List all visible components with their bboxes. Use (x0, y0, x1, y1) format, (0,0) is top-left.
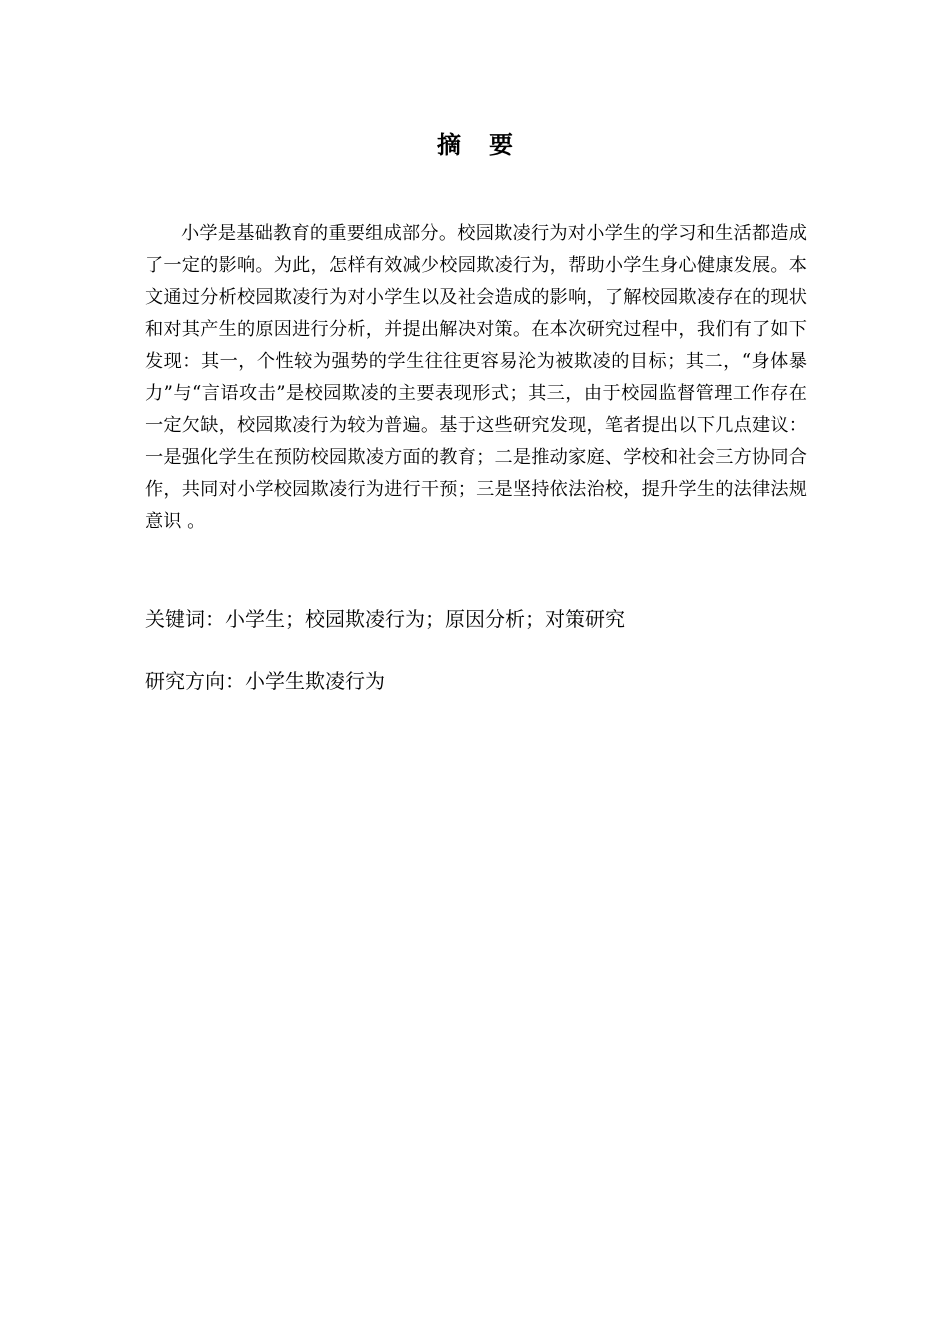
keywords-line: 关键词：小学生；校园欺凌行为；原因分析；对策研究 (145, 607, 625, 631)
research-direction-line: 研究方向：小学生欺凌行为 (145, 669, 385, 693)
abstract-title: 摘要 (437, 131, 541, 159)
abstract-body: 小学是基础教育的重要组成部分。校园欺凌行为对小学生的学习和生活都造成了一定的影响。为此，怎样有效减少校园欺凌行为，帮助小学生身心健康发展。本文通过分析校园欺凌行为对小学生以及社会造成的影响，了解校园欺凌存在的现状和对其产生的原因进行分析，并提出解决对策。在本次研究过程中，我们有了如下发现：其一，个性较为强势的学生往往更容易沦为被欺凌的目标；其二，“身体暴力”与“言语攻击”是校园欺凌的主要表现形式；其三，由于校园监督管理工作存在一定欠缺，校园欺凌行为较为普遍。基于这些研究发现，笔者提出以下几点建议：一是强化学生在预防校园欺凌方面的教育；二是推动家庭、学校和社会三方协同合作，共同对小学校园欺凌行为进行干预；三是坚持依法治校，提升学生的法律法规意识 。 (145, 223, 807, 532)
